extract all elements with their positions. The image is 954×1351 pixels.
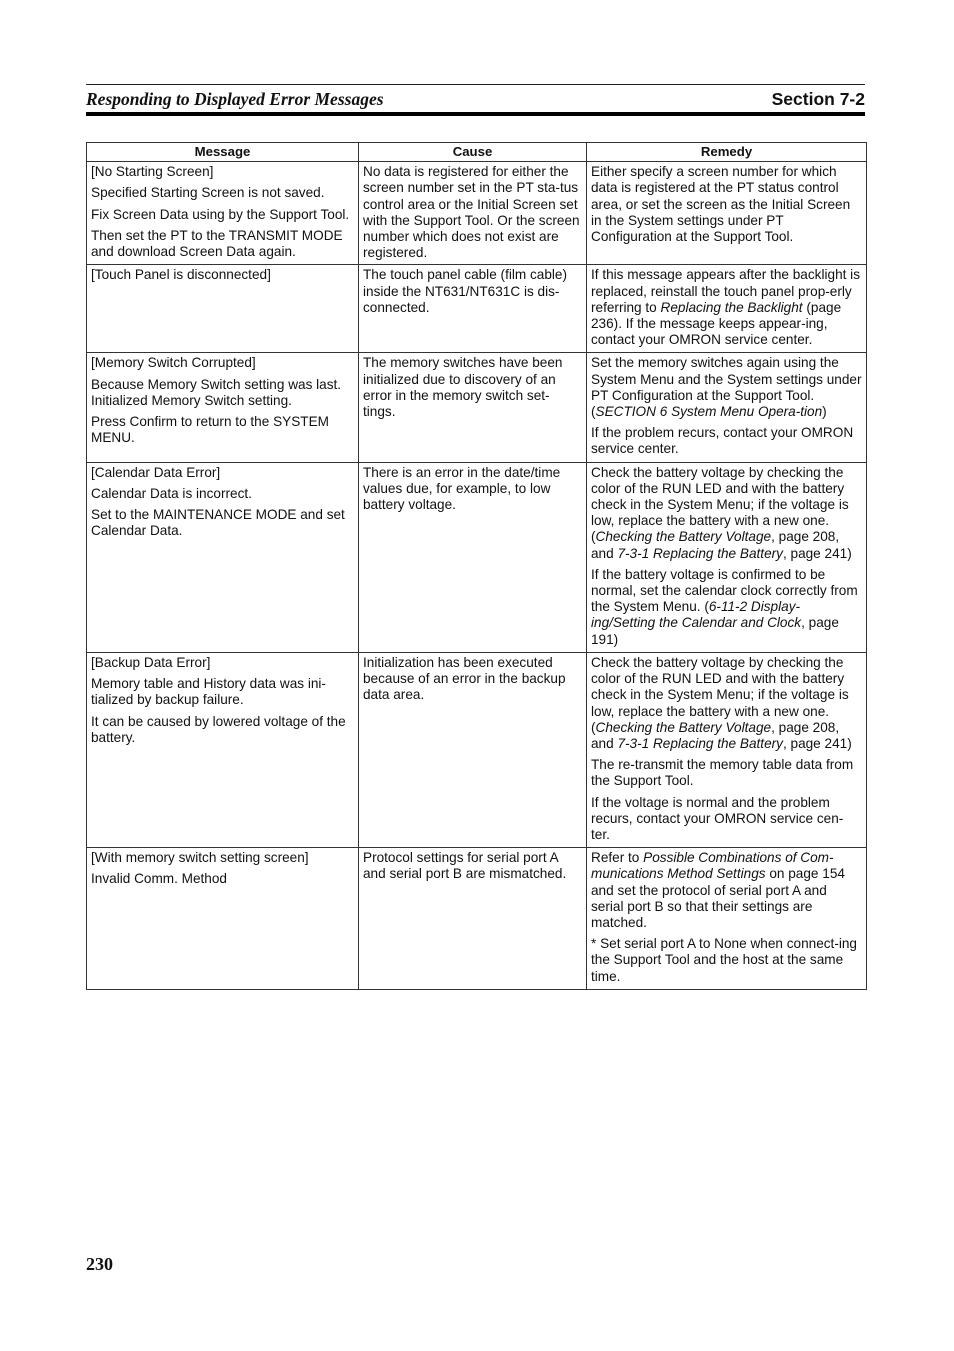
column-header-cause: Cause <box>359 143 587 162</box>
remedy-text: (page 236). If the message keeps appear-ing, contact your OMRON service center. <box>591 299 842 348</box>
remedy-text: If the battery voltage is confirmed to be normal, set the calendar clock correctly from the System Menu. ( <box>591 566 858 615</box>
cause-text: Protocol settings for serial port A and serial port B are mismatched. <box>363 850 567 882</box>
message-line: Press Confirm to return to the SYSTEM MENU. <box>91 414 329 446</box>
message-line: Invalid Comm. Method <box>91 871 227 887</box>
message-line: [Backup Data Error] <box>91 654 211 670</box>
header-title: Responding to Displayed Error Messages <box>86 89 384 109</box>
remedy-cell <box>587 162 867 265</box>
cause-cell <box>359 353 587 462</box>
table-body <box>87 162 867 990</box>
remedy-reference: Possible Combinations of Com-munications Method Settings <box>591 850 834 882</box>
table-row <box>87 162 867 265</box>
remedy-text: If the voltage is normal and the problem recurs, contact your OMRON service cen-ter. <box>591 794 844 842</box>
column-header-remedy: Remedy <box>587 143 867 162</box>
remedy-text: , page 191) <box>591 615 839 647</box>
message-line: [Memory Switch Corrupted] <box>91 355 256 371</box>
remedy-text: , page 241) <box>782 735 852 751</box>
remedy-paragraph <box>591 164 862 245</box>
message-cell <box>87 652 359 847</box>
remedy-paragraph <box>591 757 862 789</box>
header-top-rule <box>86 84 865 85</box>
remedy-text: Set the memory switches again using the System Menu and the System settings under PT Configuration at the Support Tool. ( <box>591 355 862 420</box>
table-row <box>87 652 867 847</box>
cause-text: Initialization has been executed because of an error in the backup data area. <box>363 654 566 703</box>
message-line: Specified Starting Screen is not saved. <box>91 185 325 201</box>
cause-cell <box>359 652 587 847</box>
cause-text: There is an error in the date/time values due, for example, to low battery voltage. <box>363 464 561 513</box>
column-header-message: Message <box>87 143 359 162</box>
message-line: Calendar Data is incorrect. <box>91 485 252 501</box>
message-line: Set to the MAINTENANCE MODE and set Calendar Data. <box>91 507 345 539</box>
remedy-text: Check the battery voltage by checking the color of the RUN LED and with the battery check in the System Menu; if the voltage is low, replace the battery with a new one. ( <box>591 464 849 545</box>
message-cell <box>87 848 359 990</box>
remedy-text: Refer to <box>591 850 644 866</box>
remedy-text: , page 208, and <box>591 529 840 561</box>
remedy-paragraph <box>591 267 862 348</box>
message-line: [Touch Panel is disconnected] <box>91 267 271 283</box>
remedy-cell <box>587 652 867 847</box>
remedy-text: * Set serial port A to None when connect-ing the Support Tool and the host at the same time. <box>591 936 857 984</box>
message-line: Because Memory Switch setting was last. Initialized Memory Switch setting. <box>91 376 342 408</box>
message-cell <box>87 265 359 353</box>
remedy-paragraph <box>591 850 862 931</box>
header-bottom-rule <box>86 112 865 116</box>
cause-cell <box>359 265 587 353</box>
remedy-cell <box>587 462 867 652</box>
remedy-text: The re-transmit the memory table data from the Support Tool. <box>591 757 854 789</box>
table-row <box>87 353 867 462</box>
remedy-text: on page 154 and set the protocol of serial port A and serial port B so that their settings are matched. <box>591 866 845 930</box>
remedy-text: If the problem recurs, contact your OMRON service center. <box>591 425 854 457</box>
remedy-cell <box>587 353 867 462</box>
message-cell <box>87 462 359 652</box>
remedy-paragraph <box>591 465 862 562</box>
cause-cell <box>359 848 587 990</box>
message-line: Fix Screen Data using by the Support Tool. <box>91 206 350 222</box>
remedy-reference: SECTION 6 System Menu Opera-tion <box>595 404 823 420</box>
cause-cell <box>359 462 587 652</box>
remedy-reference: 7-3-1 Replacing the Battery <box>617 735 783 751</box>
cause-text: The memory switches have been initialized due to discovery of an error in the memory switch set-tings. <box>363 355 563 420</box>
message-line: It can be caused by lowered voltage of the battery. <box>91 713 346 745</box>
remedy-text: , page 208, and <box>591 719 840 751</box>
remedy-paragraph <box>591 795 862 844</box>
remedy-text: , page 241) <box>782 545 852 561</box>
remedy-paragraph <box>591 936 862 985</box>
section-label: Section 7-2 <box>771 89 865 109</box>
remedy-paragraph <box>591 355 862 420</box>
message-cell <box>87 353 359 462</box>
page-number: 230 <box>86 1254 113 1274</box>
remedy-cell <box>587 265 867 353</box>
table-header-row <box>87 143 867 162</box>
remedy-text: ) <box>822 404 827 420</box>
remedy-paragraph <box>591 567 862 648</box>
cause-text: No data is registered for either the screen number set in the PT sta-tus control area or the Initial Screen set with the Support Tool. Or the screen number which does not exist are registered. <box>363 164 580 261</box>
cause-text: The touch panel cable (film cable) inside the NT631/NT631C is dis-connected. <box>363 267 568 315</box>
remedy-cell <box>587 848 867 990</box>
message-line: Then set the PT to the TRANSMIT MODE and download Screen Data again. <box>91 227 343 260</box>
message-line: [Calendar Data Error] <box>91 464 221 480</box>
remedy-reference: Checking the Battery Voltage <box>595 529 772 545</box>
remedy-paragraph <box>591 655 862 752</box>
running-header <box>86 89 865 113</box>
message-line: [No Starting Screen] <box>91 164 214 180</box>
table-row <box>87 848 867 990</box>
remedy-reference: 6-11-2 Display-ing/Setting the Calendar and Clock <box>591 599 802 631</box>
table-row <box>87 462 867 652</box>
remedy-reference: 7-3-1 Replacing the Battery <box>617 545 783 561</box>
message-line: Memory table and History data was ini-tialized by backup failure. <box>91 676 326 708</box>
remedy-paragraph <box>591 425 862 457</box>
message-line: [With memory switch setting screen] <box>91 850 309 866</box>
remedy-text: If this message appears after the backlight is replaced, reinstall the touch panel prop-erly referring to <box>591 267 860 315</box>
remedy-text: Check the battery voltage by checking the color of the RUN LED and with the battery check in the System Menu; if the voltage is low, replace the battery with a new one. ( <box>591 654 849 735</box>
cause-cell <box>359 162 587 265</box>
remedy-reference: Checking the Battery Voltage <box>595 719 772 735</box>
message-cell <box>87 162 359 265</box>
remedy-reference: Replacing the Backlight <box>660 299 803 315</box>
error-messages-table <box>86 142 867 990</box>
table-row <box>87 265 867 353</box>
remedy-text: Either specify a screen number for which data is registered at the PT status control area, or set the screen as the Initial Screen in the System settings under PT Configuration at the Support Tool. <box>591 164 851 245</box>
